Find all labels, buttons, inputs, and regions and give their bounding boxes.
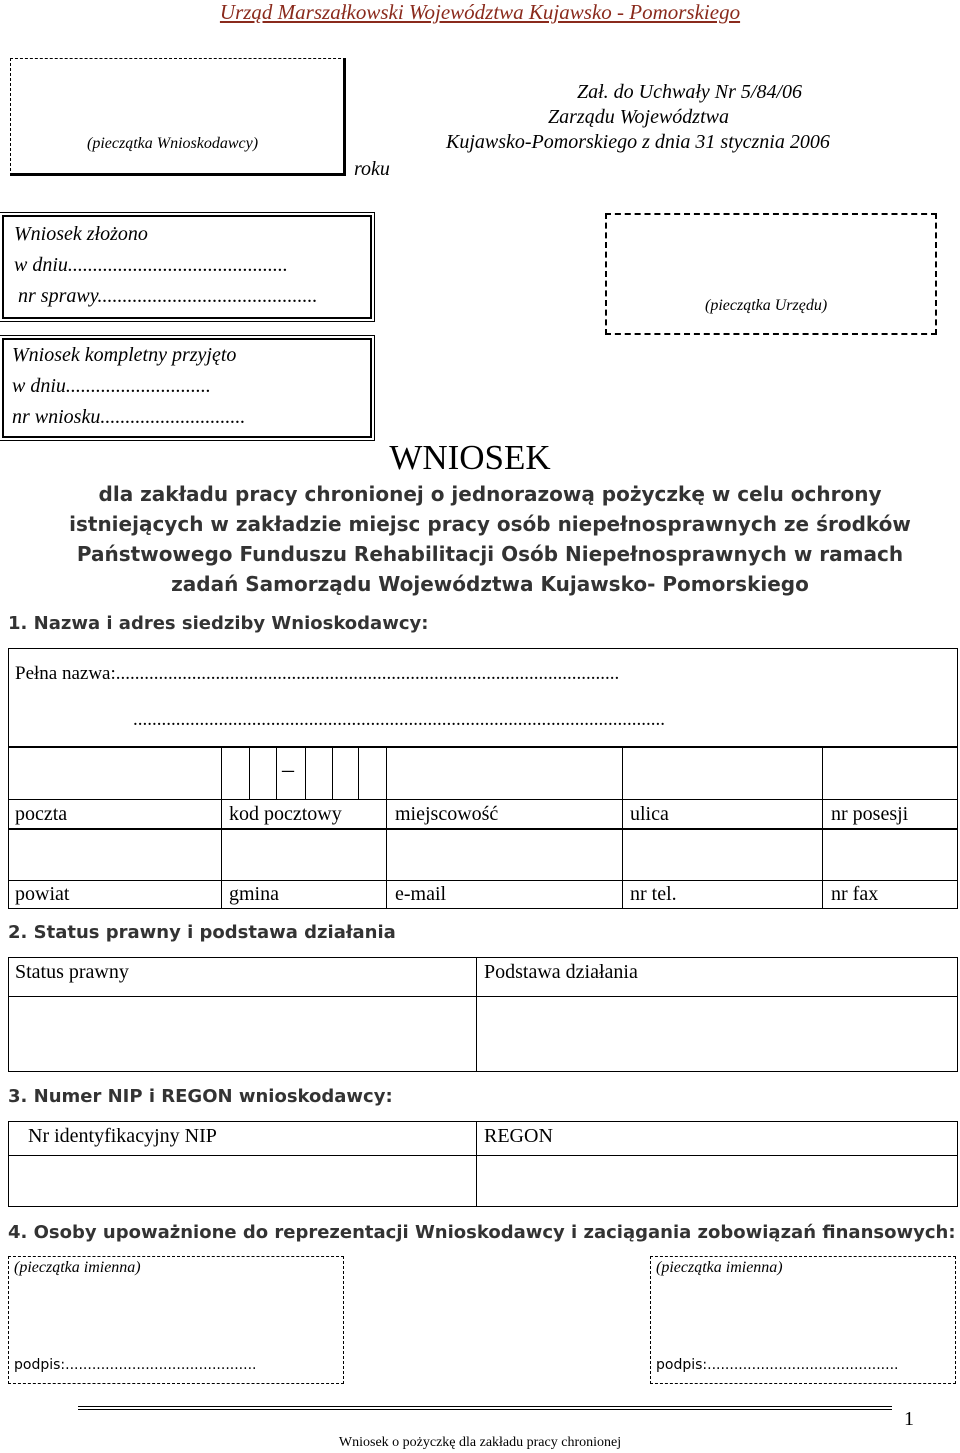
label-ulica: ulica <box>630 803 669 825</box>
divider <box>8 1155 958 1156</box>
section4-heading: 4. Osoby upoważnione do reprezentacji Wnioskodawcy i zaciągania zobowiązań finansowych: <box>8 1222 956 1243</box>
person-stamp-box-2 <box>650 1256 956 1384</box>
section3-heading: 3. Numer NIP i REGON wnioskodawcy: <box>8 1086 393 1107</box>
label-powiat: powiat <box>15 883 70 905</box>
label-email: e-mail <box>395 883 447 905</box>
divider <box>476 957 477 1072</box>
document-title: WNIOSEK <box>389 438 551 477</box>
submitted-line1: Wniosek złożono <box>14 223 148 245</box>
person-stamp-label-2: (pieczątka imienna) <box>656 1259 783 1276</box>
full-name-continuation: ................................................................................................................ <box>133 709 665 730</box>
person-signature-2[interactable]: podpis:........................................... <box>656 1357 899 1373</box>
submitted-line2[interactable]: w dniu............................................ <box>14 254 288 276</box>
label-nr-fax: nr fax <box>831 883 879 905</box>
label-kod-pocztowy: kod pocztowy <box>229 803 342 825</box>
submitted-box <box>2 215 372 319</box>
submitted-line3[interactable]: nr sprawy............................................ <box>18 285 318 307</box>
divider <box>8 996 958 997</box>
page-number: 1 <box>904 1408 914 1430</box>
divider <box>221 747 222 909</box>
status-box <box>8 957 958 1072</box>
full-name-box[interactable] <box>8 648 958 747</box>
accepted-box <box>2 338 372 438</box>
nip-label: Nr identyfikacyjny NIP <box>28 1125 217 1147</box>
title-line3: Państwowego Funduszu Rehabilitacji Osób Niepełnosprawnych w ramach <box>76 542 904 566</box>
accepted-line3[interactable]: nr wniosku............................. <box>12 406 246 428</box>
label-poczta: poczta <box>15 803 68 825</box>
footer-text: Wniosek o pożyczkę dla zakładu pracy chronionej <box>338 1435 622 1450</box>
person-stamp-label-1: (pieczątka imienna) <box>14 1259 141 1276</box>
section2-heading: 2. Status prawny i podstawa działania <box>8 922 396 943</box>
divider <box>622 747 623 909</box>
regon-label: REGON <box>484 1125 553 1147</box>
label-nr-tel: nr tel. <box>630 883 677 905</box>
postal-code-dash: – <box>282 757 294 783</box>
applicant-stamp-box <box>10 58 346 176</box>
applicant-stamp-label: (pieczątka Wnioskodawcy) <box>87 135 259 152</box>
divider <box>476 1121 477 1207</box>
label-miejscowosc: miejscowość <box>395 803 499 825</box>
resolution-line2: Zarządu Województwa <box>548 106 729 128</box>
person-signature-1[interactable]: podpis:........................................... <box>14 1357 257 1373</box>
office-stamp-label: (pieczątka Urzędu) <box>705 297 828 314</box>
divider <box>358 747 359 799</box>
resolution-line1: Zał. do Uchwały Nr 5/84/06 <box>577 81 803 103</box>
divider <box>305 747 306 799</box>
title-line1: dla zakładu pracy chronionej o jednorazową pożyczkę w celu ochrony <box>98 482 882 506</box>
title-line2: istniejących w zakładzie miejsc pracy osób niepełnosprawnych ze środków <box>69 512 911 536</box>
divider <box>276 747 277 799</box>
person-stamp-box-1 <box>8 1256 344 1384</box>
divider <box>8 880 958 881</box>
divider <box>8 799 958 800</box>
divider <box>249 747 250 799</box>
roku-label: roku <box>354 158 390 180</box>
accepted-line1: Wniosek kompletny przyjęto <box>12 344 237 366</box>
accepted-line2[interactable]: w dniu............................. <box>12 375 211 397</box>
address-grid-row2 <box>8 829 958 909</box>
divider <box>386 747 387 909</box>
resolution-line3: Kujawsko-Pomorskiego z dnia 31 stycznia 2006 <box>446 131 830 153</box>
section1-heading: 1. Nazwa i adres siedziby Wnioskodawcy: <box>8 613 429 634</box>
label-gmina: gmina <box>229 883 279 905</box>
label-nr-posesji: nr posesji <box>831 803 909 825</box>
office-stamp-box <box>605 213 937 335</box>
status-prawny-label: Status prawny <box>15 961 129 983</box>
divider <box>822 747 823 909</box>
divider <box>332 747 333 799</box>
header-title: Urząd Marszałkowski Województwa Kujawsko - Pomorskiego <box>219 0 741 24</box>
footer-rule <box>78 1406 892 1410</box>
podstawa-dzialania-label: Podstawa działania <box>484 961 638 983</box>
full-name-label: Pełna nazwa:.......................................................................................................... <box>15 663 620 684</box>
title-line4: zadań Samorządu Województwa Kujawsko- Pomorskiego <box>171 572 809 596</box>
